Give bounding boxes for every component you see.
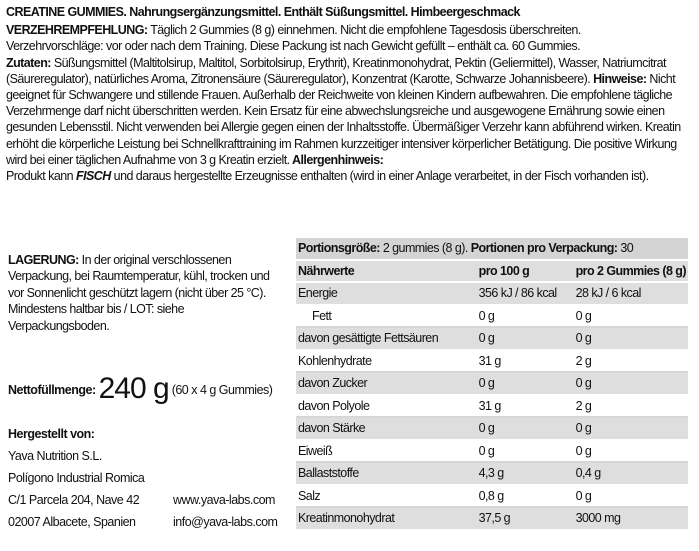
table-row — [296, 440, 688, 463]
net-quantity — [8, 372, 272, 406]
per-pack-label: Portionen pro Verpackung: — [467, 241, 618, 256]
nutrient-name: Kohlenhydrate — [296, 350, 477, 373]
allergy-statement — [6, 168, 694, 184]
value-per-100g: 37,5 g — [477, 507, 574, 530]
label-top-section — [6, 4, 694, 184]
best-before: Mindestens haltbar bis / LOT: siehe Verpackungsboden. — [8, 302, 184, 333]
value-per-100g: 0 g — [477, 417, 574, 440]
producer-name: Yava Nutrition S.L. — [8, 449, 102, 463]
value-per-100g: 0 g — [477, 305, 574, 328]
product-subtitle: Nahrungsergänzungsmittel. Enthält Süßungsmittel. Himbeergeschmack — [126, 5, 520, 19]
net-detail: (60 x 4 g Gummies) — [171, 383, 273, 397]
allergy-fish: FISCH — [75, 169, 111, 184]
portion-row — [296, 238, 688, 260]
table-row — [296, 417, 688, 440]
table-row — [296, 350, 688, 373]
value-per-100g: 356 kJ / 86 kcal — [477, 282, 574, 305]
allergy-pre: Produkt kann — [6, 169, 76, 184]
net-amount: 240 g — [98, 372, 169, 405]
value-per-portion: 3000 mg — [574, 507, 688, 530]
portion-label: Portionsgröße: — [298, 241, 380, 256]
nutrient-name: Salz — [296, 485, 477, 508]
value-per-portion: 0 g — [574, 372, 688, 395]
value-per-100g: 4,3 g — [477, 462, 574, 485]
dosage-text: Täglich 2 Gummies (8 g) einnehmen. Nicht die empfohlene Tagesdosis überschreiten. — [147, 23, 581, 38]
producer-label: Hergestellt von: — [8, 427, 95, 441]
value-per-100g: 0 g — [477, 327, 574, 350]
value-per-100g: 31 g — [477, 395, 574, 418]
table-row — [296, 327, 688, 350]
product-title: CREATINE GUMMIES. — [6, 5, 127, 19]
producer-street: C/1 Parcela 204, Nave 42 — [8, 493, 140, 507]
storage-label: LAGERUNG: — [8, 253, 79, 267]
producer-street-row — [8, 489, 298, 511]
storage-instructions — [8, 252, 288, 301]
value-per-portion: 0 g — [574, 440, 688, 463]
product-title-line — [6, 4, 694, 20]
value-per-portion: 2 g — [574, 350, 688, 373]
producer-email[interactable]: info@yava-labs.com — [173, 515, 278, 529]
nutrient-name: davon Zucker — [296, 372, 477, 395]
table-row — [296, 462, 688, 485]
value-per-portion: 0 g — [574, 305, 688, 328]
value-per-100g: 0 g — [477, 372, 574, 395]
header-per-100g: pro 100 g — [477, 260, 574, 283]
table-row — [296, 485, 688, 508]
value-per-portion: 0 g — [574, 417, 688, 440]
table-row — [296, 395, 688, 418]
header-nutrients: Nährwerte — [296, 260, 477, 283]
producer-city: 02007 Albacete, Spanien — [8, 515, 136, 529]
table-row — [296, 372, 688, 395]
allergy-post: und daraus hergestellte Erzeugnisse enthalten (wird in einer Anlage verarbeitet, in der Fisch vorhanden ist). — [110, 169, 649, 184]
dosage-label: VERZEHREMPFEHLUNG: — [6, 23, 148, 38]
producer-estate: Polígono Industrial Romica — [8, 471, 145, 485]
nutrient-name: davon Polyole — [296, 395, 477, 418]
notes-text: Nicht geeignet für Schwangere und stillende Frauen. Außerhalb der Reichweite von kleinen Kindern aufbewahren. Die empfohlene tägliche Verzehrmenge darf nicht überschritten werden. Kein Ersatz für eine abwechslungsreiche und ausgewogene Ernährung sowie einen gesunden Lebensstil. Nicht verwenden bei Allergie gegen einen der Inhaltsstoffe. Übermäßiger Verzehr kann abführend wirken. Kreatin erhöht die körperliche Leistung bei Schnellkrafttraining im Rahmen kurzzeitiger intensiver körperlicher Betätigung. Die positive Wirkung wird bei einer täglichen Aufnahme von 3 g Kreatin erzielt. — [6, 71, 681, 167]
value-per-portion: 0,4 g — [574, 462, 688, 485]
value-per-100g: 31 g — [477, 350, 574, 373]
value-per-100g: 0 g — [477, 440, 574, 463]
table-row — [296, 282, 688, 305]
ingredients-label: Zutaten: — [6, 55, 51, 70]
nutrient-name: Kreatinmonohydrat — [296, 507, 477, 530]
per-pack-value: 30 — [617, 241, 634, 256]
notes-label: Hinweise: — [590, 71, 647, 86]
allergy-label: Allergenhinweis: — [289, 152, 384, 167]
nutrient-name: davon Stärke — [296, 417, 477, 440]
nutrient-name: Energie — [296, 282, 477, 305]
producer-city-row — [8, 511, 298, 533]
nutrient-name: Eiweiß — [296, 440, 477, 463]
value-per-portion: 0 g — [574, 327, 688, 350]
header-per-portion: pro 2 Gummies (8 g) — [574, 260, 688, 283]
portion-cell — [296, 238, 688, 260]
dosage-recommendation — [6, 22, 694, 38]
value-per-portion: 28 kJ / 6 kcal — [574, 282, 688, 305]
table-row — [296, 507, 688, 530]
storage-section — [8, 252, 288, 334]
ingredients-and-notes — [6, 55, 694, 168]
table-row — [296, 305, 688, 328]
nutrient-name: davon gesättigte Fettsäuren — [296, 327, 477, 350]
value-per-portion: 0 g — [574, 485, 688, 508]
consumption-suggestion: Verzehrvorschläge: vor oder nach dem Training. Diese Packung ist nach Gewicht gefüllt – enthält ca. 60 Gummies. — [6, 39, 580, 54]
nutrition-header-row — [296, 260, 688, 283]
nutrient-name: Ballaststoffe — [296, 462, 477, 485]
value-per-100g: 0,8 g — [477, 485, 574, 508]
net-label: Nettofüllmenge: — [8, 383, 96, 397]
portion-value: 2 gummies (8 g). — [379, 241, 468, 256]
producer-block — [8, 423, 298, 533]
producer-website[interactable]: www.yava-labs.com — [173, 493, 275, 507]
storage-text: In der original verschlossenen Verpackung, bei Raumtemperatur, kühl, trocken und vor Sonnenlicht geschützt lagern (nicht über 25 °C). — [8, 253, 270, 300]
nutrient-name: Fett — [296, 305, 477, 328]
ingredients-text: Süßungsmittel (Maltitolsirup, Maltitol, Sorbitolsirup, Erythrit), Kreatinmonohydrat, Pektin (Geliermittel), Wasser, Natriumcitrat (Säureregulator), natürliches Aroma, Zitronensäure (Säureregulator), Konzentrat (Karotte, Schwarze Johannisbeere). — [6, 55, 666, 86]
value-per-portion: 2 g — [574, 395, 688, 418]
nutrition-table — [296, 238, 688, 531]
